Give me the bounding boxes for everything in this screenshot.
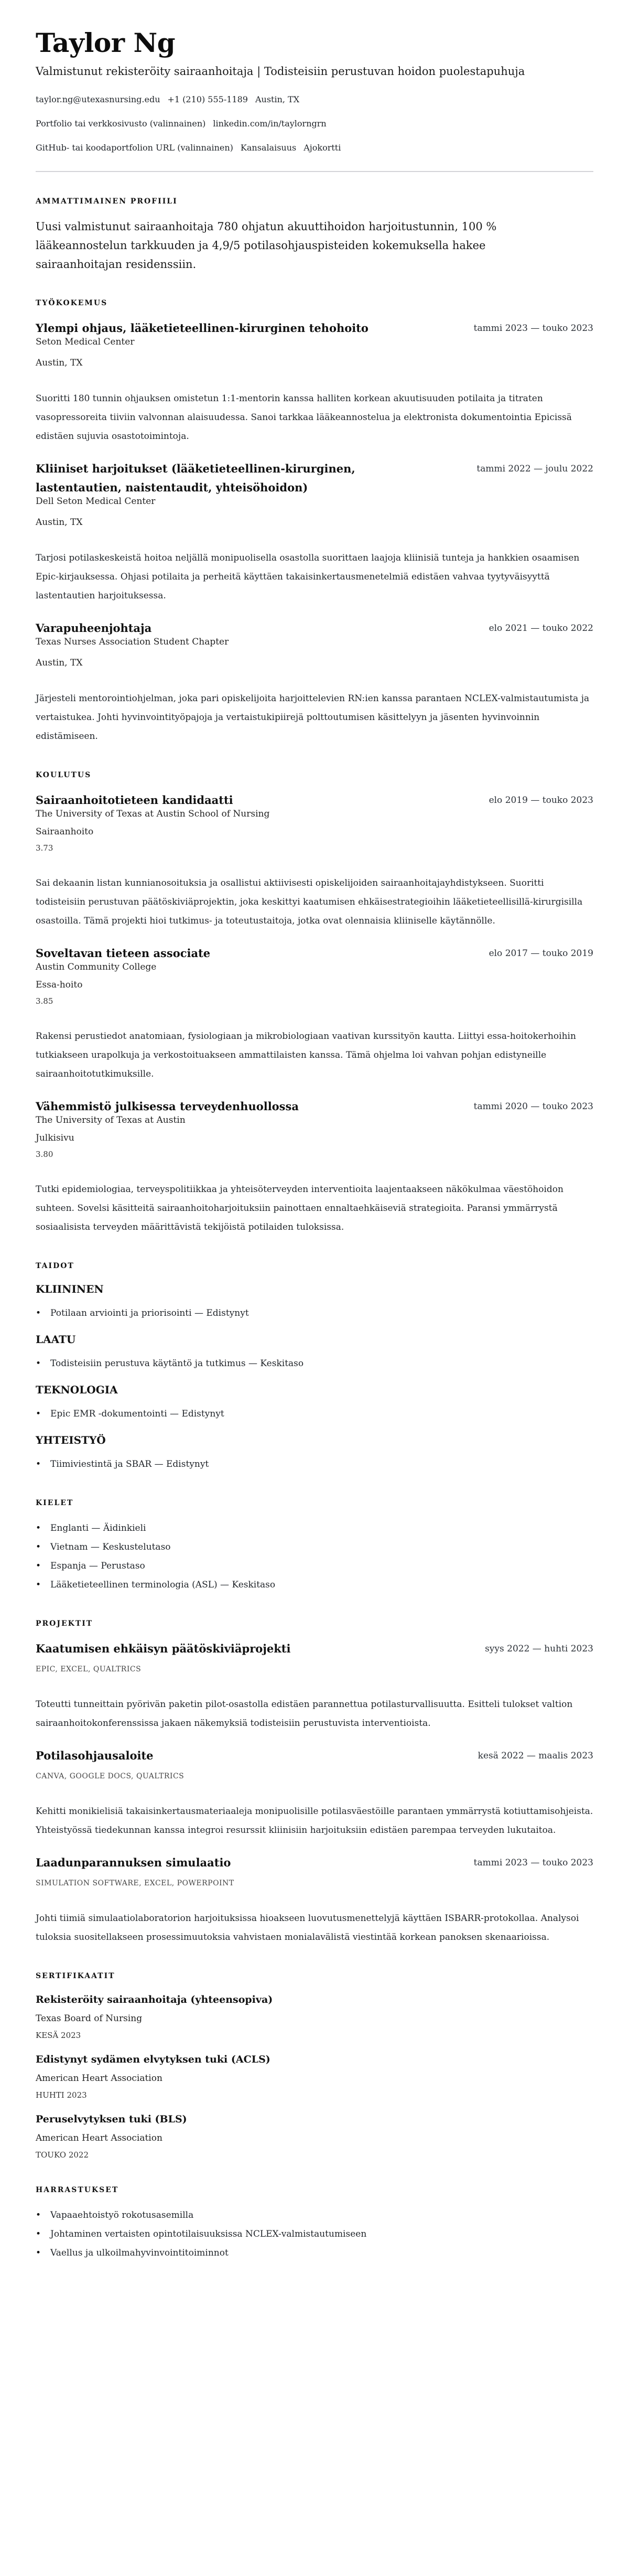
phone-number[interactable]: +1 (210) 555-1189 [167, 94, 248, 104]
certification-title: Peruselvytyksen tuki (BLS) [36, 2113, 187, 2125]
job-location: Austin, TX [36, 658, 83, 668]
contact-info [36, 94, 593, 153]
skill-item: • Epic EMR -dokumentointi — Edistynyt [36, 1404, 593, 1423]
experience-entry [36, 319, 593, 446]
interest-list [36, 2206, 593, 2262]
job-title: Varapuheenjohtaja [36, 621, 152, 635]
resume-header [36, 27, 593, 153]
skill-group-title: YHTEISTYÖ [36, 1434, 106, 1446]
education-description: Tutki epidemiologiaa, terveyspolitiikkaa ja yhteisöterveyden interventioita laajentaakseen näkökulmaa väestöhoidon suhteen. Sovelsi käsitteitä sairaanhoitoharjoituksiin painottaen ennaltaehkäiseviä strategioita. Paransi ymmärrystä sosiaalisista terveyden määrittävistä tekijöistä potilaiden tuloksissa. [36, 1184, 563, 1232]
header-divider [36, 171, 593, 172]
experience-entry [36, 459, 593, 605]
skill-item: • Todisteisiin perustuva käytäntö ja tutkimus — Keskitaso [36, 1354, 593, 1373]
field-of-study: Sairaanhoito [36, 827, 94, 837]
section-title: KOULUTUS [36, 771, 92, 779]
interest-item: • Vaellus ja ulkoilmahyvinvointitoiminnot [36, 2244, 593, 2262]
project-title: Kaatumisen ehkäisyn päätöskiviäprojekti [36, 1642, 291, 1655]
project-description: Kehitti monikielisiä takaisinkertausmateriaaleja monipuolisille potilasväestöille parantaen ymmärrystä kotiuttamisohjeista. Yhteistyössä tiedekunnan kanssa integroi resurssit kliinisiin harjoituksiin edistäen parempaa terveyden lukutaitoa. [36, 1806, 593, 1836]
skill-group-title: LAATU [36, 1333, 76, 1346]
contact-row-extra [36, 143, 593, 153]
date-range: tammi 2023 — touko 2023 [473, 1858, 593, 1868]
section-skills [36, 1262, 593, 1474]
degree-title: Sairaanhoitotieteen kandidaatti [36, 793, 233, 807]
skill-list [36, 1404, 593, 1423]
certification-entry [36, 2111, 593, 2161]
job-description: Suoritti 180 tunnin ohjauksen omistetun 1:1-mentorin kanssa halliten korkean akuutisuuden potilaita ja titraten vasopressoreita tiiviin valvonnan alaisuudessa. Sanoi tarkkaa lääkeannostelua ja elektronista dokumentointia Epicissä edistäen sujuvia osastotoimintoja. [36, 393, 572, 442]
section-certifications [36, 1972, 593, 2161]
interest-item: • Johtaminen vertaisten opintotilaisuuksissa NCLEX-valmistautumiseen [36, 2225, 593, 2244]
certification-title: Rekisteröity sairaanhoitaja (yhteensopiva) [36, 1994, 273, 2005]
job-title: Kliiniset harjoitukset (lääketieteellinen-kirurginen, lastentautien, naistentaudit, yhteisöhoidon) [36, 462, 355, 494]
section-profile [36, 197, 593, 274]
job-description: Tarjosi potilaskeskeistä hoitoa neljällä monipuolisella osastolla suorittaen laajoja kliinisiä tunteja ja hankkien osaamisen Epic-kirjauksessa. Ohjasi potilaita ja perheitä käyttäen takaisinkertausmenetelmiä edistäen vahvaa tyytyväisyyttä lastentautien harjoituksessa. [36, 553, 580, 601]
section-title: AMMATTIMAINEN PROFIILI [36, 197, 178, 206]
job-title: Ylempi ohjaus, lääketieteellinen-kirurginen tehohoito [36, 321, 368, 335]
certification-issuer: American Heart Association [36, 2073, 162, 2084]
date-range: tammi 2020 — touko 2023 [473, 1101, 593, 1112]
project-description: Toteutti tunneittain pyörivän paketin pilot-osastolla edistäen parannettua potilasturvallisuutta. Esitteli tulokset valtion sairaanhoitokonferenssissa jakaen näkemyksiä todisteisiin perustuvista interventioista. [36, 1699, 573, 1729]
degree-title: Vähemmistö julkisessa terveydenhuollossa [36, 1100, 299, 1113]
language-item: • Vietnam — Keskustelutaso [36, 1538, 593, 1557]
date-range: elo 2021 — touko 2022 [489, 623, 593, 634]
date-range: syys 2022 — huhti 2023 [485, 1644, 593, 1654]
certification-entry [36, 2052, 593, 2101]
candidate-name: Taylor Ng [36, 27, 176, 58]
email-link[interactable]: taylor.ng@utexasnursing.edu [36, 94, 160, 104]
job-description: Järjesteli mentorointiohjelman, joka pari opiskelijoita harjoittelevien RN:ien kanssa parantaen NCLEX-valmistautumista ja vertaistukea. Johti hyvinvointityöpajoja ja vertaistukipiirejä polttoutumisen käsittelyyn ja jäsenten hyvinvoinnin edistämiseen. [36, 693, 590, 742]
certification-title: Edistynyt sydämen elvytyksen tuki (ACLS) [36, 2054, 270, 2065]
language-item: • Espanja — Perustaso [36, 1557, 593, 1575]
portfolio-link[interactable]: Portfolio tai verkkosivusto (valinnainen) [36, 119, 206, 128]
language-item: • Lääketieteellinen terminologia (ASL) — Keskitaso [36, 1575, 593, 1594]
section-languages [36, 1499, 593, 1594]
location: Austin, TX [255, 94, 300, 104]
project-entry [36, 1853, 593, 1947]
certification-issuer: Texas Board of Nursing [36, 2013, 143, 2024]
certification-date: HUHTI 2023 [36, 2090, 87, 2100]
education-entry [36, 1097, 593, 1237]
degree-title: Soveltavan tieteen associate [36, 947, 211, 960]
skill-list [36, 1455, 593, 1474]
project-tech: EPIC, EXCEL, QUALTRICS [36, 1665, 142, 1673]
date-range: tammi 2023 — touko 2023 [473, 323, 593, 334]
education-description: Rakensi perustiedot anatomiaan, fysiologiaan ja mikrobiologiaan vaativan kurssityön kautta. Liittyi essa-hoitokerhoihin tutkiakseen urapolkuja ja verkostoituakseen ammattilaisten kanssa. Tämä ohjelma loi vahvan pohjan edistyneille sairaanhoitotutkimuksille. [36, 1031, 576, 1079]
skill-list [36, 1354, 593, 1373]
date-range: tammi 2022 — joulu 2022 [476, 464, 593, 474]
date-range: elo 2017 — touko 2019 [489, 948, 593, 959]
institution: The University of Texas at Austin [36, 1115, 186, 1125]
institution: The University of Texas at Austin School of Nursing [36, 809, 270, 819]
project-tech: CANVA, GOOGLE DOCS, QUALTRICS [36, 1772, 185, 1780]
language-list [36, 1519, 593, 1594]
section-title: TAIDOT [36, 1262, 74, 1270]
gpa: 3.80 [36, 1150, 53, 1159]
education-description: Sai dekaanin listan kunnianosoituksia ja osallistui aktiivisesti opiskelijoiden sairaanhoitajayhdistykseen. Suoritti todisteisiin perustuvan päätöskiviäprojektin, joka keskittyi kaatumisen ehkäisestrategioihin lääketieteellisillä-kirurgisilla osastoilla. Tämä projekti hioi tutkimus- ja toteutustaitoja, jotka ovat olennaisia kliiniselle käytännölle. [36, 878, 583, 926]
project-title: Laadunparannuksen simulaatio [36, 1856, 231, 1869]
date-range: elo 2019 — touko 2023 [489, 795, 593, 806]
institution: Austin Community College [36, 962, 157, 972]
date-range: kesä 2022 — maalis 2023 [478, 1751, 593, 1761]
project-title: Potilasohjausaloite [36, 1749, 154, 1762]
field-of-study: Julkisivu [36, 1133, 74, 1143]
profile-summary: Uusi valmistunut sairaanhoitaja 780 ohjatun akuuttihoidon harjoitustunnin, 100 % lääkeannostelun tarkkuuden ja 4,9/5 potilasohjauspisteiden kokemuksella hakee sairaanhoitajan residenssiin. [36, 220, 497, 271]
linkedin-link[interactable]: linkedin.com/in/taylorngrn [213, 119, 327, 128]
section-education [36, 771, 593, 1237]
employer: Texas Nurses Association Student Chapter [36, 637, 229, 647]
contact-row-primary [36, 94, 593, 105]
gpa: 3.73 [36, 843, 53, 853]
job-location: Austin, TX [36, 358, 83, 368]
section-title: KIELET [36, 1499, 74, 1507]
section-title: PROJEKTIT [36, 1619, 93, 1628]
section-title: SERTIFIKAATIT [36, 1972, 115, 1980]
contact-row-links [36, 119, 593, 129]
certification-entry [36, 1992, 593, 2041]
skill-group-title: TEKNOLOGIA [36, 1383, 118, 1396]
experience-entry [36, 619, 593, 746]
skill-item: • Tiimiviestintä ja SBAR — Edistynyt [36, 1455, 593, 1474]
citizenship: Kansalaisuus [240, 143, 297, 153]
section-projects [36, 1619, 593, 1947]
employer: Dell Seton Medical Center [36, 496, 156, 507]
project-entry [36, 1639, 593, 1733]
certification-date: KESÄ 2023 [36, 2031, 81, 2040]
candidate-headline: Valmistunut rekisteröity sairaanhoitaja | Todisteisiin perustuvan hoidon puolestapuhuja [36, 65, 525, 78]
gpa: 3.85 [36, 996, 53, 1006]
certification-date: TOUKO 2022 [36, 2150, 89, 2160]
interest-item: • Vapaaehtoistyö rokotusasemilla [36, 2206, 593, 2225]
project-description: Johti tiimiä simulaatiolaboratorion harjoituksissa hioakseen luovutusmenettelyjä käyttäen ISBARR-protokollaa. Analysoi tuloksia suositellakseen prosessimuutoksia vahvistaen monialavälistä viestintää korkean panoksen skenaarioissa. [36, 1913, 579, 1942]
section-experience [36, 299, 593, 746]
drivers-license: Ajokortti [303, 143, 341, 153]
section-title: HARRASTUKSET [36, 2186, 119, 2194]
skill-group-title: KLIININEN [36, 1283, 104, 1295]
field-of-study: Essa-hoito [36, 980, 83, 990]
skill-list [36, 1304, 593, 1323]
language-item: • Englanti — Äidinkieli [36, 1519, 593, 1538]
employer: Seton Medical Center [36, 337, 135, 347]
section-interests [36, 2186, 593, 2262]
certification-issuer: American Heart Association [36, 2133, 162, 2143]
project-entry [36, 1746, 593, 1840]
education-entry [36, 791, 593, 930]
education-entry [36, 944, 593, 1083]
skill-item: • Potilaan arviointi ja priorisointi — Edistynyt [36, 1304, 593, 1323]
project-tech: SIMULATION SOFTWARE, EXCEL, POWERPOINT [36, 1879, 234, 1887]
job-location: Austin, TX [36, 517, 83, 528]
section-title: TYÖKOKEMUS [36, 299, 108, 307]
github-link[interactable]: GitHub- tai koodaportfolion URL (valinnainen) [36, 143, 233, 153]
